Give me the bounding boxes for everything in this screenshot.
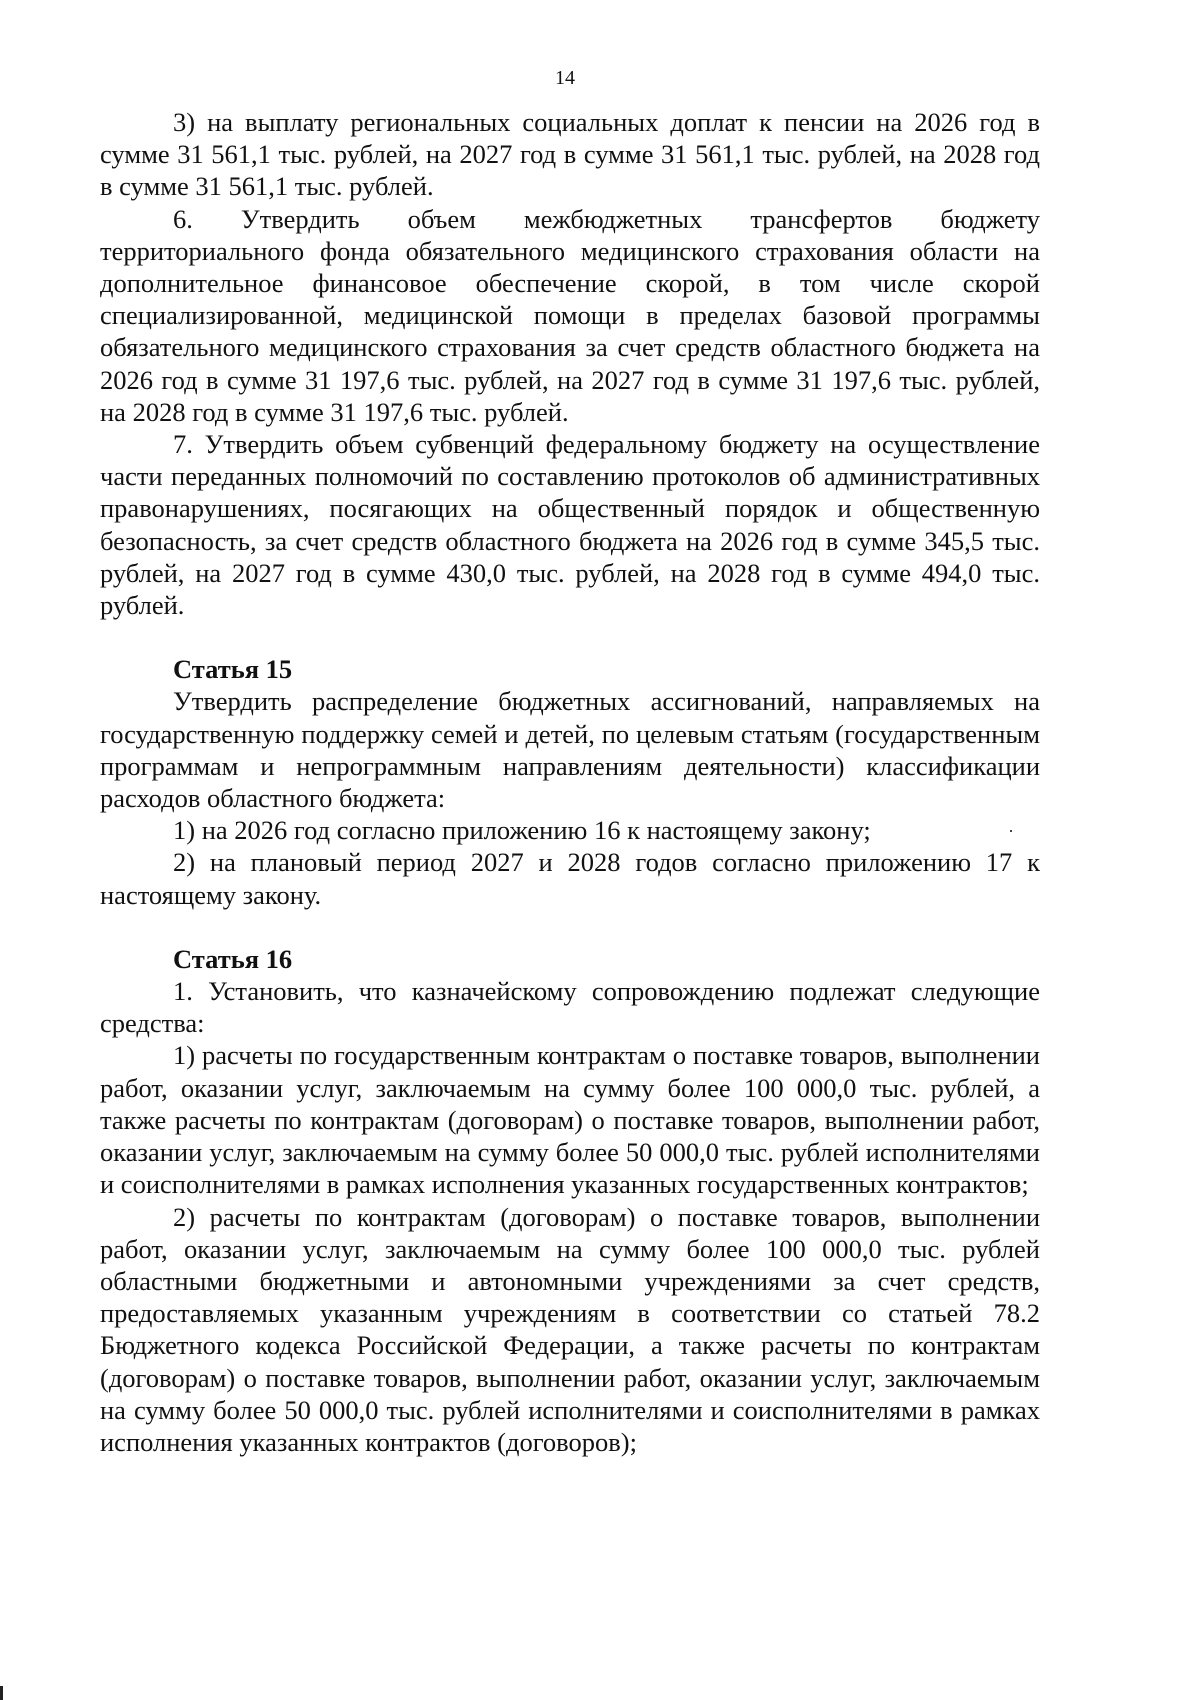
document-body <box>100 106 1040 1458</box>
paragraph-item-6-interbudget-transfers: 6. Утвердить объем межбюджетных трансфертов бюджету территориального фонда обязательного медицинского страхования области на дополнительное финансовое обеспечение скорой, в том числе скорой специализированной, медицинской помощи в пределах базовой программы обязательного медицинского страхования за счет средств областного бюджета на 2026 год в сумме 31 197,6 тыс. рублей, на 2027 год в сумме 31 197,6 тыс. рублей, на 2028 год в сумме 31 197,6 тыс. рублей. <box>100 203 1040 427</box>
scan-speck <box>1010 830 1012 832</box>
paragraph-article-15-intro: Утвердить распределение бюджетных ассигнований, направляемых на государственную поддержку семей и детей, по целевым статьям (государственным программам и непрограммным направлениям деятельности) классификации расходов областного бюджета: <box>100 686 1040 814</box>
article-16-heading: Статья 16 <box>173 943 293 974</box>
paragraph-regional-pension-supplements: 3) на выплату региональных социальных доплат к пенсии на 2026 год в сумме 31 561,1 тыс. рублей, на 2027 год в сумме 31 561,1 тыс. рублей, на 2028 год в сумме 31 561,1 тыс. рублей. <box>100 107 1040 202</box>
paragraph-article-15-item-1: 1) на 2026 год согласно приложению 16 к настоящему закону; <box>173 815 871 846</box>
paragraph-article-15-item-2: 2) на плановый период 2027 и 2028 годов согласно приложению 17 к настоящему закону. <box>100 847 1040 910</box>
page-number: 14 <box>555 67 575 89</box>
paragraph-item-7-subventions: 7. Утвердить объем субвенций федеральному бюджету на осуществление части переданных полномочий по составлению протоколов об административных правонарушениях, посягающих на общественный порядок и общественную безопасность, за счет средств областного бюджета на 2026 год в сумме 345,5 тыс. рублей, на 2027 год в сумме 430,0 тыс. рублей, на 2028 год в сумме 494,0 тыс. рублей. <box>100 429 1040 621</box>
paragraph-article-16-item-1: 1. Установить, что казначейскому сопровождению подлежат следующие средства: <box>100 976 1040 1039</box>
article-15-heading: Статья 15 <box>173 654 293 685</box>
paragraph-article-16-subitem-2: 2) расчеты по контрактам (договорам) о поставке товаров, выполнении работ, оказании услуг, заключаемым на сумму более 100 000,0 тыс. рублей областными бюджетными и автономными учреждениями за счет средств, предоставляемых указанным учреждениям в соответствии со статьей 78.2 Бюджетного кодекса Российской Федерации, а также расчеты по контрактам (договорам) о поставке товаров, выполнении работ, оказании услуг, заключаемым на сумму более 50 000,0 тыс. рублей исполнителями и соисполнителями в рамках исполнения указанных контрактов (договоров); <box>100 1201 1040 1457</box>
scan-edge-mark <box>0 1686 3 1700</box>
paragraph-article-16-subitem-1: 1) расчеты по государственным контрактам о поставке товаров, выполнении работ, оказании услуг, заключаемым на сумму более 100 000,0 тыс. рублей, а также расчеты по контрактам (договорам) о поставке товаров, выполнении работ, оказании услуг, заключаемым на сумму более 50 000,0 тыс. рублей исполнителями и соисполнителями в рамках исполнения указанных государственных контрактов; <box>100 1040 1040 1200</box>
